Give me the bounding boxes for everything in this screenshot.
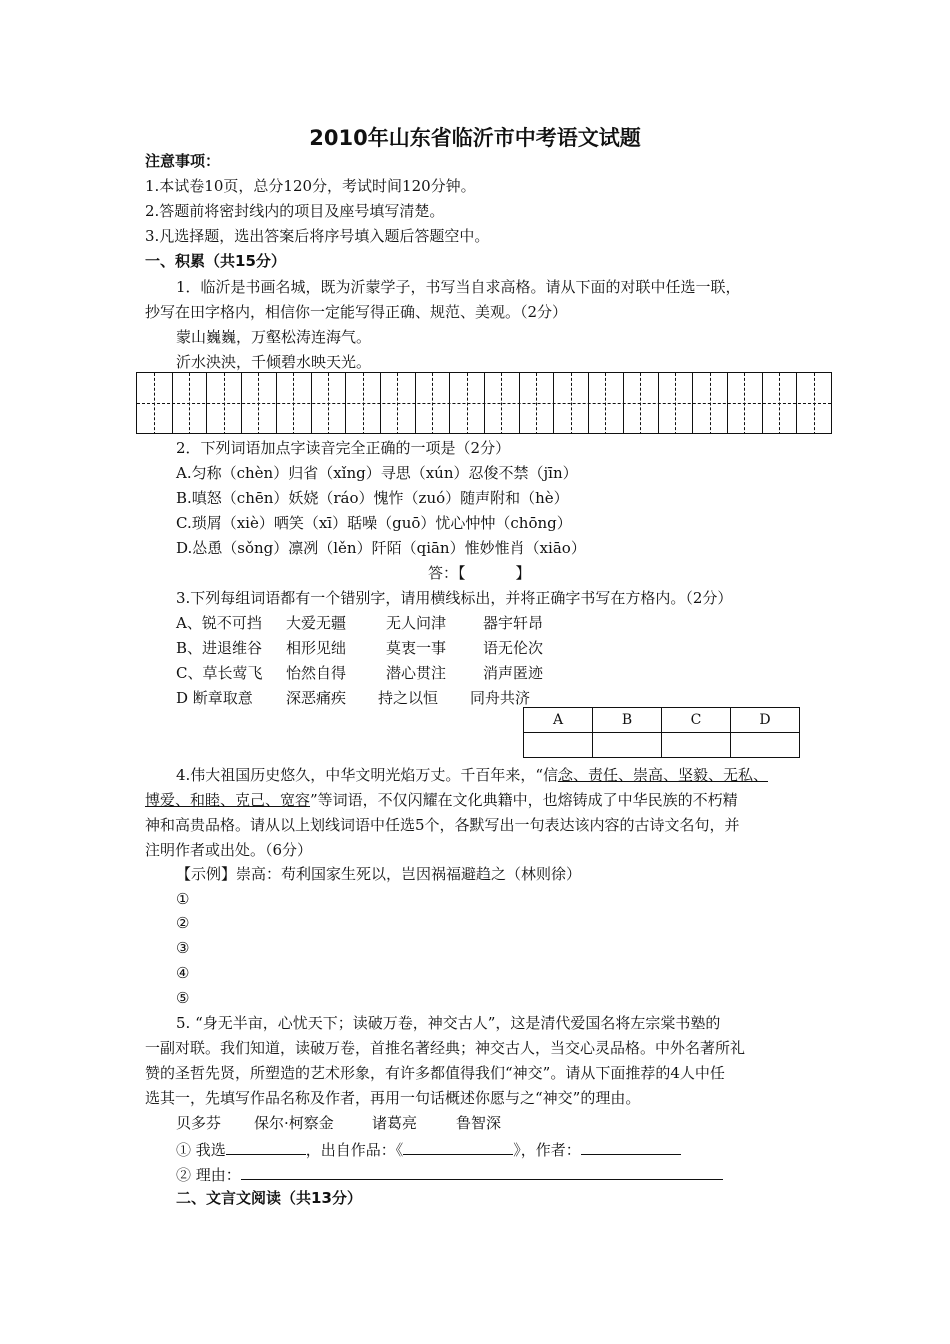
grid-cell-midline: [467, 373, 468, 434]
grid-cell-border: [345, 373, 346, 434]
q4-text-part: ”等词语，不仅闪耀在文化典籍中，也熔铸成了中华民族的不朽精: [310, 791, 738, 809]
q3-stem: 3.下列每组词语都有一个错别字，请用横线标出，并将正确字书写在方格内。（2分）: [176, 589, 733, 607]
answer-close: 】: [515, 564, 531, 582]
author-blank[interactable]: [581, 1138, 681, 1155]
q2-option-c: C.琐屑（xiè）哂笑（xī）聒噪（guō）忧心忡忡（chōng）: [176, 514, 572, 532]
answer-mark: ⑤: [176, 989, 190, 1007]
q3-row-c: [176, 663, 543, 683]
notice-item: 1.本试卷10页，总分120分，考试时间120分钟。: [145, 177, 476, 195]
table-header-d: D: [731, 708, 800, 733]
q5-text: 一副对联。我们知道，读破万卷，首推名著经典；神交古人，当交心灵品格。中外名著所礼: [145, 1039, 746, 1057]
grid-cell-border: [276, 373, 277, 434]
page-title: 2010年山东省临沂市中考语文试题: [309, 126, 641, 150]
answer-label: 答：【: [428, 564, 466, 582]
word: 消声匿迹: [483, 664, 544, 682]
answer-mark: ③: [176, 939, 190, 957]
answer-bracket[interactable]: [428, 563, 531, 583]
grid-cell-midline: [640, 373, 641, 434]
answer-cell-a[interactable]: [524, 733, 593, 758]
grid-cell-midline: [189, 373, 190, 434]
word: D 断章取意: [176, 689, 253, 707]
word: 同舟共济: [470, 689, 531, 707]
grid-cell-border: [415, 373, 416, 434]
couplet-line: 蒙山巍巍，万壑松涛连海气。: [176, 328, 372, 346]
grid-cell-border: [553, 373, 554, 434]
grid-cell-midline: [501, 373, 502, 434]
q2-option-a: A.匀称（chèn）归省（xǐng）寻思（xún）忍俊不禁（jīn）: [176, 464, 578, 482]
q3-answer-table: [523, 707, 800, 758]
grid-cell-border: [796, 373, 797, 434]
table-header-a: A: [524, 708, 593, 733]
word: 无人问津: [386, 614, 447, 632]
grid-cell-border: [588, 373, 589, 434]
grid-cell-border: [484, 373, 485, 434]
grid-cell-midline: [363, 373, 364, 434]
grid-cell-midline: [744, 373, 745, 434]
q4-example: 【示例】崇高：苟利国家生死以，岂因祸福避趋之（林则徐）: [176, 865, 582, 883]
word: 器宇轩昂: [483, 614, 544, 632]
section-heading: 二、文言文阅读（共13分）: [176, 1189, 362, 1207]
grid-cell-midline: [154, 373, 155, 434]
q5-people: [176, 1113, 501, 1133]
word: 怡然自得: [286, 664, 347, 682]
notice-item: 2.答题前将密封线内的项目及座号填写清楚。: [145, 202, 445, 220]
grid-cell-border: [449, 373, 450, 434]
tianzige-writing-grid[interactable]: [136, 372, 832, 434]
answer-mark: ②: [176, 914, 190, 932]
work-label: ，出自作品：《: [305, 1141, 404, 1159]
q4-text: [145, 790, 738, 810]
grid-cell-midline: [710, 373, 711, 434]
reason-label: ② 理由：: [176, 1166, 241, 1184]
q2-stem: 2．下列词语加点字读音完全正确的一项是（2分）: [176, 439, 511, 457]
q4-text-part: 4.伟大祖国历史悠久，中华文明光焰万丈。千百年来，“信: [176, 766, 558, 784]
word: 语无伦次: [483, 639, 544, 657]
word: A、锐不可挡: [176, 614, 262, 632]
grid-cell-midline: [779, 373, 780, 434]
q5-text: 赞的圣哲先贤，所塑造的艺术形象，有许多都值得我们“神交”。请从下面推荐的4人中任: [145, 1064, 725, 1082]
table-header-c: C: [662, 708, 731, 733]
grid-cell-border: [172, 373, 173, 434]
word: 莫衷一事: [386, 639, 447, 657]
person-blank[interactable]: [226, 1138, 306, 1155]
work-blank[interactable]: [403, 1138, 513, 1155]
grid-cell-border: [623, 373, 624, 434]
grid-cell-midline: [328, 373, 329, 434]
q5-text: 5. “身无半亩，心忧天下；读破万卷，神交古人”，这是清代爱国名将左宗棠书塾的: [176, 1014, 721, 1032]
grid-cell-midline: [224, 373, 225, 434]
q2-option-b: B.嗔怒（chēn）妖娆（ráo）愧怍（zuó）随声附和（hè）: [176, 489, 569, 507]
grid-cell-midline: [605, 373, 606, 434]
q3-row-a: [176, 613, 543, 633]
couplet-line: 沂水泱泱，千倾碧水映天光。: [176, 353, 372, 371]
person: 贝多芬: [176, 1114, 222, 1132]
reason-blank[interactable]: [241, 1163, 723, 1180]
word: C、草长莺飞: [176, 664, 263, 682]
choose-label: ① 我选: [176, 1141, 226, 1159]
grid-cell-border: [762, 373, 763, 434]
grid-cell-midline: [814, 373, 815, 434]
grid-cell-border: [658, 373, 659, 434]
grid-cell-midline: [293, 373, 294, 434]
grid-cell-midline: [571, 373, 572, 434]
word: 深恶痛疾: [286, 689, 347, 707]
notice-heading: 注意事项：: [145, 152, 221, 170]
section-heading: 一、积累（共15分）: [145, 252, 286, 270]
q4-text: 神和高贵品格。请从以上划线词语中任选5个，各默写出一句表达该内容的古诗文名句，并: [145, 816, 740, 834]
grid-cell-midline: [536, 373, 537, 434]
answer-cell-b[interactable]: [593, 733, 662, 758]
answer-mark: ④: [176, 964, 190, 982]
grid-cell-border: [241, 373, 242, 434]
grid-cell-midline: [432, 373, 433, 434]
q3-row-b: [176, 638, 543, 658]
grid-cell-midline: [397, 373, 398, 434]
answer-cell-c[interactable]: [662, 733, 731, 758]
underlined-words: 博爱、和睦、克己、宽容: [145, 791, 311, 809]
word: 持之以恒: [378, 689, 439, 707]
q3-row-d: [176, 688, 530, 708]
table-header-b: B: [593, 708, 662, 733]
author-label: 》，作者：: [513, 1141, 581, 1159]
q5-choose-line: [176, 1138, 681, 1160]
q1-text: 1．临沂是书画名城，既为沂蒙学子，书写当自求高格。请从下面的对联中任选一联，: [176, 278, 741, 296]
person: 鲁智深: [456, 1114, 502, 1132]
q4-text: 注明作者或出处。（6分）: [145, 841, 313, 859]
grid-cell-border: [380, 373, 381, 434]
grid-cell-midline: [258, 373, 259, 434]
grid-cell-border: [519, 373, 520, 434]
q4-text: [176, 765, 768, 785]
grid-cell-border: [727, 373, 728, 434]
grid-cell-midline: [675, 373, 676, 434]
person: 保尔·柯察金: [254, 1114, 334, 1132]
word: 大爱无疆: [286, 614, 347, 632]
q2-option-d: D.怂恿（sǒng）凛冽（lěn）阡陌（qiān）惟妙惟肖（xiāo）: [176, 539, 586, 557]
q5-reason-line: [176, 1163, 723, 1185]
q1-text: 抄写在田字格内，相信你一定能写得正确、规范、美观。（2分）: [145, 303, 568, 321]
person: 诸葛亮: [372, 1114, 418, 1132]
word: B、进退维谷: [176, 639, 263, 657]
word: 潜心贯注: [386, 664, 447, 682]
answer-mark: ①: [176, 890, 190, 908]
q5-text: 选其一，先填写作品名称及作者，再用一句话概述你愿与之“神交”的理由。: [145, 1089, 641, 1107]
underlined-words: 念、责任、崇高、坚毅、无私、: [557, 766, 768, 784]
grid-cell-border: [206, 373, 207, 434]
word: 相形见绌: [286, 639, 347, 657]
notice-item: 3.凡选择题，选出答案后将序号填入题后答题空中。: [145, 227, 490, 245]
grid-cell-border: [692, 373, 693, 434]
answer-cell-d[interactable]: [731, 733, 800, 758]
grid-cell-border: [311, 373, 312, 434]
